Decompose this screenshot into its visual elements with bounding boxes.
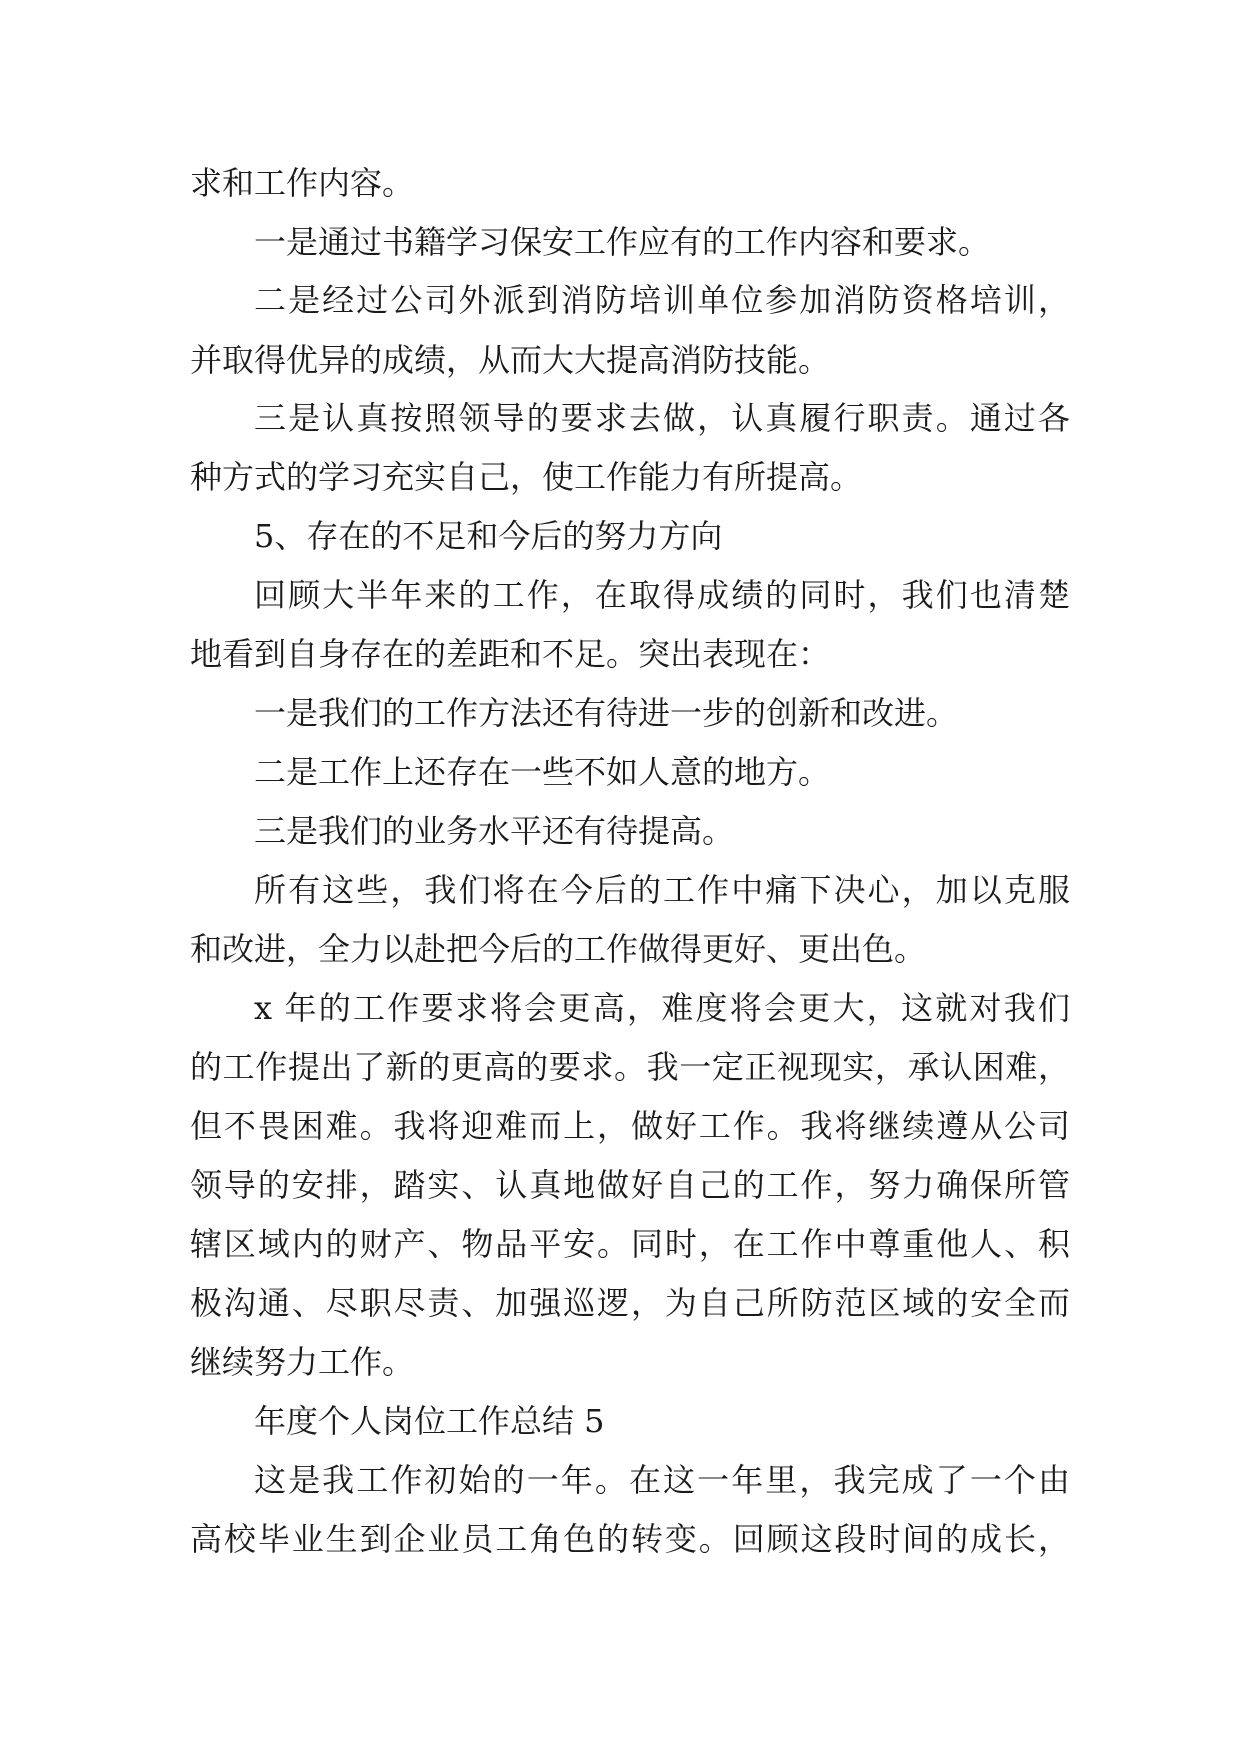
section-heading: 5、存在的不足和今后的努力方向 bbox=[254, 517, 723, 555]
paragraph-line: 三是认真按照领导的要求去做，认真履行职责。通过各 bbox=[254, 399, 1070, 437]
paragraph-line: 的工作提出了新的更高的要求。我一定正视现实，承认困难， bbox=[190, 1048, 1070, 1086]
paragraph-line: 种方式的学习充实自己，使工作能力有所提高。 bbox=[190, 458, 863, 496]
paragraph-line: 辖区域内的财产、物品平安。同时，在工作中尊重他人、积 bbox=[190, 1225, 1070, 1263]
paragraph-line: 高校毕业生到企业员工角色的转变。回顾这段时间的成长， bbox=[190, 1520, 1070, 1558]
paragraph-line: 这是我工作初始的一年。在这一年里，我完成了一个由 bbox=[254, 1461, 1070, 1499]
paragraph-line: 继续努力工作。 bbox=[190, 1343, 415, 1381]
paragraph-line: 二是经过公司外派到消防培训单位参加消防资格培训， bbox=[254, 281, 1070, 319]
paragraph-line: 和改进，全力以赴把今后的工作做得更好、更出色。 bbox=[190, 930, 927, 968]
paragraph-line: 地看到自身存在的差距和不足。突出表现在： bbox=[190, 635, 831, 673]
paragraph-line: 并取得优异的成绩，从而大大提高消防技能。 bbox=[190, 341, 831, 379]
paragraph-line: 极沟通、尽职尽责、加强巡逻，为自己所防范区域的安全而 bbox=[190, 1284, 1070, 1322]
paragraph-line: x 年的工作要求将会更高，难度将会更大，这就对我们 bbox=[254, 989, 1070, 1027]
paragraph-line: 三是我们的业务水平还有待提高。 bbox=[254, 812, 735, 850]
section-title: 年度个人岗位工作总结 5 bbox=[254, 1402, 605, 1440]
paragraph-line: 二是工作上还存在一些不如人意的地方。 bbox=[254, 753, 831, 791]
paragraph-line: 领导的安排，踏实、认真地做好自己的工作，努力确保所管 bbox=[190, 1166, 1070, 1204]
paragraph-line: 但不畏困难。我将迎难而上，做好工作。我将继续遵从公司 bbox=[190, 1107, 1070, 1145]
paragraph-line: 求和工作内容。 bbox=[190, 164, 415, 202]
paragraph-line: 一是我们的工作方法还有待进一步的创新和改进。 bbox=[254, 694, 959, 732]
paragraph-line: 一是通过书籍学习保安工作应有的工作内容和要求。 bbox=[254, 223, 991, 261]
paragraph-line: 回顾大半年来的工作，在取得成绩的同时，我们也清楚 bbox=[254, 576, 1070, 614]
paragraph-line: 所有这些，我们将在今后的工作中痛下决心，加以克服 bbox=[254, 871, 1070, 909]
